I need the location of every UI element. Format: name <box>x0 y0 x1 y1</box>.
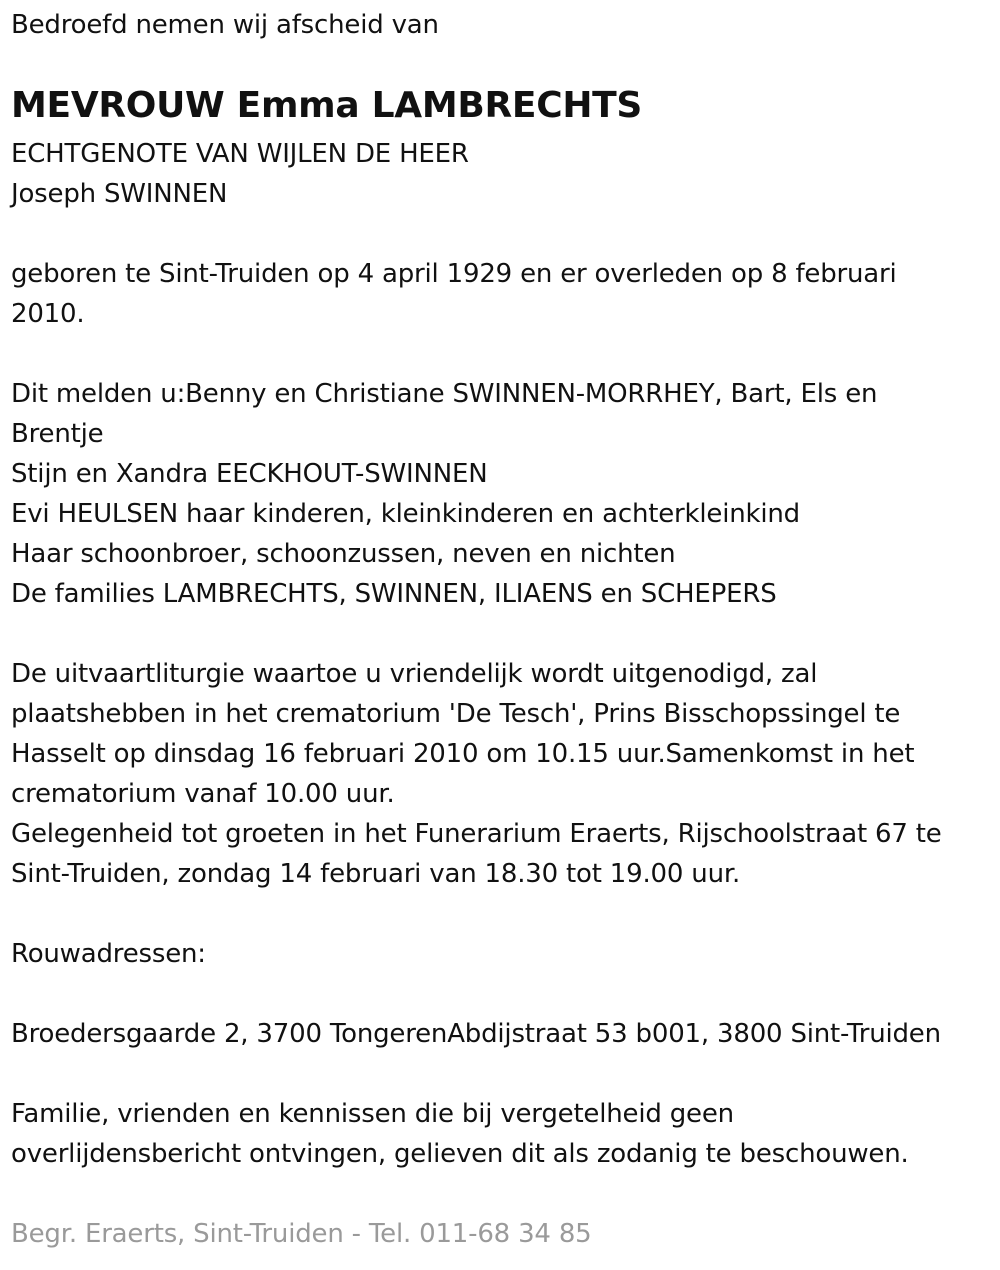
birth-death-paragraph <box>11 254 897 334</box>
spouse-title: ECHTGENOTE VAN WIJLEN DE HEER <box>11 139 469 169</box>
spouse-name: Joseph SWINNEN <box>11 179 228 209</box>
notice-line: Familie, vrienden en kennissen die bij vergetelheid geen <box>11 1099 734 1129</box>
funeral-line: De uitvaartliturgie waartoe u vriendelijk wordt uitgenodigd, zal <box>11 659 818 689</box>
notice-line: overlijdensbericht ontvingen, gelieven dit als zodanig te beschouwen. <box>11 1139 909 1169</box>
announcer-line: Dit melden u:Benny en Christiane SWINNEN-MORRHEY, Bart, Els en <box>11 379 878 409</box>
addresses-block <box>11 1014 941 1054</box>
notice-paragraph <box>11 1094 909 1174</box>
funeral-line: plaatshebben in het crematorium 'De Tesch', Prins Bisschopssingel te <box>11 699 901 729</box>
addresses-heading-block <box>11 934 206 974</box>
funeral-paragraph <box>11 654 942 894</box>
funeral-line: Gelegenheid tot groeten in het Funerarium Eraerts, Rijschoolstraat 67 te <box>11 819 942 849</box>
funeral-line: Hasselt op dinsdag 16 februari 2010 om 10.15 uur.Samenkomst in het <box>11 739 915 769</box>
announcer-line: De families LAMBRECHTS, SWINNEN, ILIAENS en SCHEPERS <box>11 579 777 609</box>
announcer-line: Brentje <box>11 419 104 449</box>
addresses-heading: Rouwadressen: <box>11 939 206 969</box>
intro-text: Bedroefd nemen wij afscheid van <box>11 10 439 40</box>
deceased-name: MEVROUW Emma LAMBRECHTS <box>11 85 643 126</box>
funeral-line: crematorium vanaf 10.00 uur. <box>11 779 395 809</box>
mourning-addresses: Broedersgaarde 2, 3700 TongerenAbdijstraat 53 b001, 3800 Sint-Truiden <box>11 1019 941 1049</box>
birth-line: geboren te Sint-Truiden op 4 april 1929 en er overleden op 8 februari <box>11 259 897 289</box>
announcer-line: Evi HEULSEN haar kinderen, kleinkinderen en achterkleinkind <box>11 499 800 529</box>
announcers-paragraph <box>11 374 877 614</box>
funeral-director-footer: Begr. Eraerts, Sint-Truiden - Tel. 011-68 34 85 <box>11 1219 592 1249</box>
announcer-line: Haar schoonbroer, schoonzussen, neven en nichten <box>11 539 676 569</box>
funeral-line: Sint-Truiden, zondag 14 februari van 18.30 tot 19.00 uur. <box>11 859 741 889</box>
announcer-line: Stijn en Xandra EECKHOUT-SWINNEN <box>11 459 488 489</box>
birth-line: 2010. <box>11 299 85 329</box>
